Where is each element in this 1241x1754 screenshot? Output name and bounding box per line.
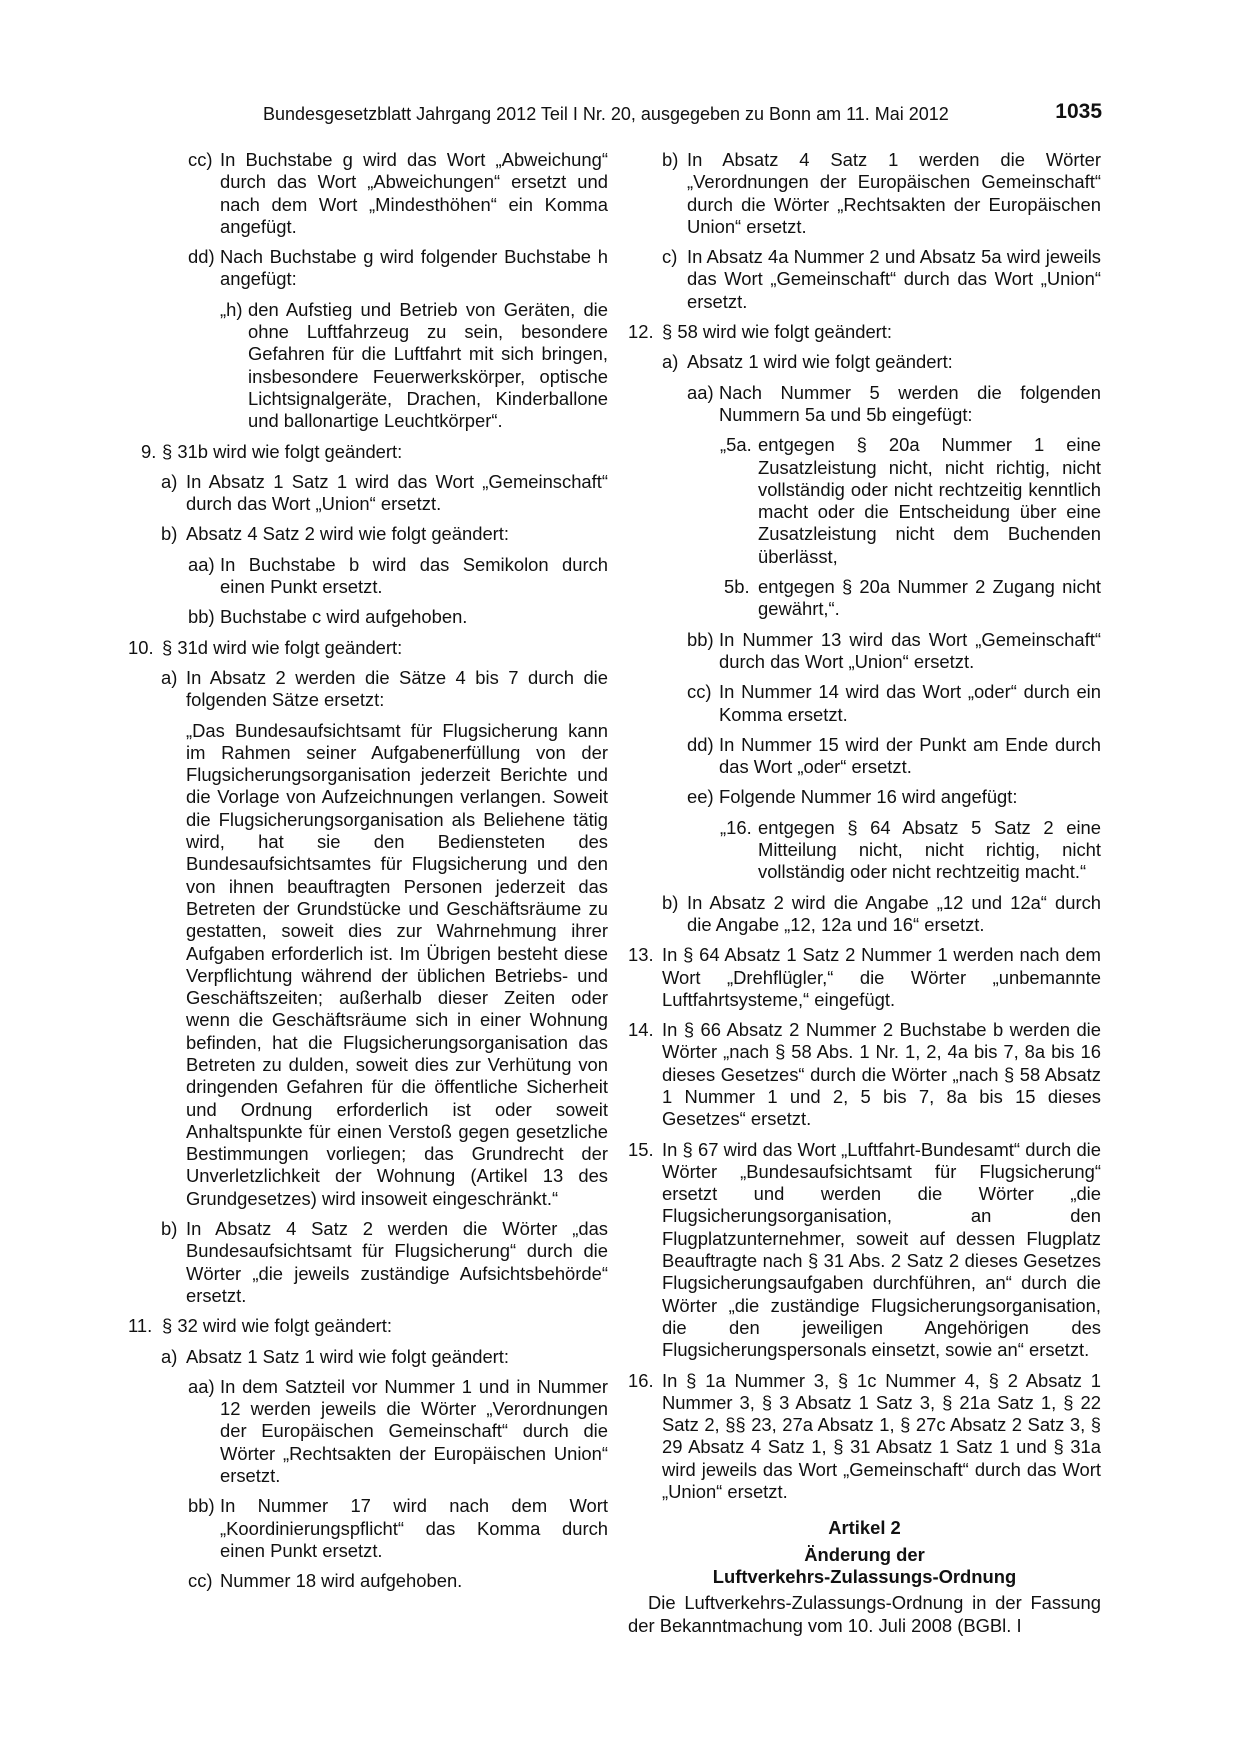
article-title xyxy=(628,1544,1101,1589)
list-item xyxy=(628,734,1101,779)
item-text: In Nummer 17 wird nach dem Wort „Koordinierungspflicht“ das Komma durch einen Punkt ersetzt. xyxy=(220,1495,608,1561)
item-label: 14. xyxy=(628,1019,654,1041)
item-text: § 31d wird wie folgt geändert: xyxy=(162,636,403,658)
item-label: aa) xyxy=(687,381,714,403)
item-text: In Absatz 2 wird die Angabe „12 und 12a“ durch die Angabe „12, 12a und 16“ ersetzt. xyxy=(687,891,1101,935)
list-item xyxy=(628,1139,1101,1362)
item-text: Folgende Nummer 16 wird angefügt: xyxy=(719,786,1018,808)
item-label: bb) xyxy=(188,1495,215,1517)
list-item xyxy=(128,1218,608,1307)
item-text: In Absatz 4a Nummer 2 und Absatz 5a wird jeweils das Wort „Gemeinschaft“ durch das Wort „Union“ ersetzt. xyxy=(687,246,1101,312)
item-label: a) xyxy=(161,666,178,688)
list-item xyxy=(128,1570,608,1592)
list-item xyxy=(128,554,608,599)
item-label: dd) xyxy=(687,733,714,755)
item-label: aa) xyxy=(188,1375,215,1397)
item-label: a) xyxy=(161,1345,178,1367)
item-text: Buchstabe c wird aufgehoben. xyxy=(220,606,468,628)
list-item xyxy=(128,637,608,659)
page-header xyxy=(130,100,1102,130)
quoted-text: „Das Bundesaufsichtsamt für Flugsicherung kann im Rahmen seiner Aufgabenerfüllung von der Flugsicherungsorganisation jederzeit Berichte und die Vorlage von Aufzeichnungen verlangen. Soweit die Flugsicherungsorganisation als Beliehene tätig wird, hat sie den Bediensteten des Bundesaufsichtsamtes für Flugsicherung und den von ihnen beauftragten Personen jederzeit das Betreten der Grundstücke und Geschäftsräume zu gestatten, soweit dies zur Wahrnehmung ihrer Aufgaben erforderlich ist. Im Übrigen besteht diese Verpflichtung während der üblichen Betriebs- und Geschäftszeiten; außerhalb dieser Zeiten oder wenn die Geschäftsräume sich in einer Wohnung befinden, hat die Flugsicherungsorganisation das Betreten zu dulden, soweit dies zur Verhütung von dringenden Gefahren für die öffentliche Sicherheit und Ordnung erforderlich ist oder soweit Anhaltspunkte für einen Verstoß gegen gesetzliche Bestimmungen vorliegen; das Grundrecht der Unverletzlichkeit der Wohnung (Artikel 13 des Grundgesetzes) wird insoweit eingeschränkt.“ xyxy=(186,719,608,1209)
item-text: Absatz 1 Satz 1 wird wie folgt geändert: xyxy=(186,1345,510,1367)
list-item xyxy=(128,1495,608,1562)
article-heading: Artikel 2 xyxy=(828,1517,901,1539)
list-item xyxy=(628,246,1101,313)
list-item xyxy=(628,1370,1101,1504)
item-label: aa) xyxy=(188,553,215,575)
list-item xyxy=(628,944,1101,1011)
item-text: entgegen § 20a Nummer 2 Zugang nicht gewährt,“. xyxy=(758,576,1101,620)
item-text: Absatz 1 wird wie folgt geändert: xyxy=(687,351,953,373)
item-label: b) xyxy=(662,891,679,913)
list-item xyxy=(128,523,608,545)
item-label: 5b. xyxy=(724,576,750,598)
item-text: Nach Nummer 5 werden die folgenden Nummern 5a und 5b eingefügt: xyxy=(719,381,1101,425)
item-text: In Buchstabe g wird das Wort „Abweichung“ durch das Wort „Abweichungen“ ersetzt und nach dem Wort „Mindesthöhen“ ein Komma angefügt. xyxy=(220,149,608,237)
item-text: Absatz 4 Satz 2 wird wie folgt geändert: xyxy=(186,523,510,545)
list-item xyxy=(628,629,1101,674)
item-text: entgegen § 20a Nummer 1 eine Zusatzleistung nicht, nicht richtig, nicht vollständig oder nicht rechtzeitig kenntlich macht oder die Entscheidung über eine Zusatzleistung nicht dem Buchenden überlässt, xyxy=(758,434,1101,567)
list-item xyxy=(628,321,1101,343)
item-text: In dem Satzteil vor Nummer 1 und in Nummer 12 werden jeweils die Wörter „Verordnungen der Europäischen Gemeinschaft“ durch die Wörter „Rechtsakten der Europäischen Union“ ersetzt. xyxy=(220,1375,608,1487)
page-number: 1035 xyxy=(1055,100,1102,123)
item-label: „5a. xyxy=(720,434,752,456)
item-label: dd) xyxy=(188,246,215,268)
list-item xyxy=(128,299,608,433)
item-text: In Absatz 4 Satz 1 werden die Wörter „Verordnungen der Europäischen Gemeinschaft“ durch die Wörter „Rechtsakten der Europäischen Union“ ersetzt. xyxy=(687,149,1101,237)
list-item xyxy=(628,892,1101,937)
list-item xyxy=(628,786,1101,808)
item-label: b) xyxy=(662,149,679,170)
item-label: „h) xyxy=(220,298,243,320)
list-item xyxy=(128,246,608,291)
item-text: In Absatz 2 werden die Sätze 4 bis 7 durch die folgenden Sätze ersetzt: xyxy=(186,666,608,711)
list-item xyxy=(128,1376,608,1487)
item-label: 11. xyxy=(128,1315,153,1337)
item-text: entgegen § 64 Absatz 5 Satz 2 eine Mitteilung nicht, nicht richtig, nicht vollständig oder nicht rechtzeitig macht.“ xyxy=(758,816,1101,883)
item-label: 16. xyxy=(628,1369,654,1391)
article-intro-text: Die Luftverkehrs-Zulassungs-Ordnung in der Fassung der Bekanntmachung vom 10. Juli 2008 (BGBl. I xyxy=(628,1592,1101,1636)
list-item xyxy=(128,667,608,712)
item-text: In § 66 Absatz 2 Nummer 2 Buchstabe b werden die Wörter „nach § 58 Abs. 1 Nr. 1, 2, 4a bis 7, 8a bis 16 dieses Gesetzes“ durch die Wörter „nach § 58 Absatz 1 Nummer 1 und 2, 5 bis 7, 8a bis 15 dieses Gesetzes“ ersetzt. xyxy=(662,1019,1101,1130)
item-text: § 58 wird wie folgt geändert: xyxy=(662,321,893,343)
item-text: In § 64 Absatz 1 Satz 2 Nummer 1 werden nach dem Wort „Drehflügler,“ die Wörter „unbemannte Luftfahrtsysteme,“ eingefügt. xyxy=(662,944,1101,1010)
item-text: § 31b wird wie folgt geändert: xyxy=(162,440,403,462)
article-title-line: Luftverkehrs-Zulassungs-Ordnung xyxy=(712,1565,1017,1587)
list-item xyxy=(128,149,608,238)
list-item xyxy=(628,351,1101,373)
list-item xyxy=(628,681,1101,726)
item-text: Nummer 18 wird aufgehoben. xyxy=(220,1570,463,1592)
item-text: § 32 wird wie folgt geändert: xyxy=(162,1315,393,1337)
item-label: 15. xyxy=(628,1138,654,1160)
item-text: In Absatz 1 Satz 1 wird das Wort „Gemeinschaft“ durch das Wort „Union“ ersetzt. xyxy=(186,470,608,515)
item-label: cc) xyxy=(188,1570,213,1592)
item-label: 12. xyxy=(628,321,654,343)
item-label: cc) xyxy=(687,681,712,703)
item-label: c) xyxy=(662,246,678,268)
list-item xyxy=(628,576,1101,621)
item-text: In § 67 wird das Wort „Luftfahrt-Bundesamt“ durch die Wörter „Bundesaufsichtsamt für Flugsicherung“ ersetzt und werden die Wörter „die Flugsicherungsorganisation, an den Flugplatzunternehmer, soweit auf dessen Flugplatz Beauftragte nach § 31 Abs. 2 Satz 2 dieses Gesetzes Flugsicherungsaufgaben durchführen, an“ durch die Wörter „die zuständige Flugsicherungsorganisation, die den jeweiligen Angehörigen des Flugsicherungspersonals einsetzt, sowie an“ ersetzt. xyxy=(662,1138,1101,1361)
list-item xyxy=(628,382,1101,427)
publication-title: Bundesgesetzblatt Jahrgang 2012 Teil I Nr. 20, ausgegeben zu Bonn am 11. Mai 2012 xyxy=(263,104,949,124)
item-label: a) xyxy=(662,351,679,373)
item-text: In Nummer 15 wird der Punkt am Ende durch das Wort „oder“ ersetzt. xyxy=(719,733,1101,778)
list-item xyxy=(628,434,1101,568)
left-column xyxy=(128,149,608,1601)
item-label: ee) xyxy=(687,786,714,808)
item-label: „16. xyxy=(720,816,752,838)
item-text: In Nummer 14 wird das Wort „oder“ durch ein Komma ersetzt. xyxy=(719,681,1101,725)
list-item xyxy=(128,441,608,463)
item-label: 13. xyxy=(628,944,654,966)
list-item xyxy=(128,1346,608,1368)
list-item xyxy=(128,606,608,628)
list-item xyxy=(128,1315,608,1337)
item-label: bb) xyxy=(687,628,714,650)
article-title-line: Änderung der xyxy=(804,1543,925,1565)
item-label: 9. xyxy=(141,440,157,462)
item-text: In Absatz 4 Satz 2 werden die Wörter „das Bundesaufsichtsamt für Flugsicherung“ durch die Wörter „die jeweils zuständige Aufsichtsbehörde“ ersetzt. xyxy=(186,1218,608,1306)
item-text: Nach Buchstabe g wird folgender Buchstabe h angefügt: xyxy=(220,246,608,290)
item-label: 10. xyxy=(128,636,154,658)
list-item xyxy=(628,149,1101,238)
list-item xyxy=(128,471,608,516)
item-text: In Nummer 13 wird das Wort „Gemeinschaft“ durch das Wort „Union“ ersetzt. xyxy=(719,628,1101,672)
list-item xyxy=(628,1019,1101,1130)
item-label: cc) xyxy=(188,149,213,170)
item-text: In § 1a Nummer 3, § 1c Nummer 4, § 2 Absatz 1 Nummer 3, § 3 Absatz 1 Satz 3, § 21a Satz 1, § 22 Satz 2, §§ 23, 27a Absatz 1, § 27c Absatz 2 Satz 3, § 29 Absatz 4 Satz 1, § 31 Absatz 1 Satz 1 und § 31a wird jeweils das Wort „Gemeinschaft“ durch das Wort „Union“ ersetzt. xyxy=(662,1369,1101,1503)
item-label: a) xyxy=(161,470,178,492)
list-item xyxy=(628,817,1101,884)
item-label: b) xyxy=(161,523,178,545)
item-text: In Buchstabe b wird das Semikolon durch einen Punkt ersetzt. xyxy=(220,553,608,598)
right-column xyxy=(628,149,1101,1637)
item-text: den Aufstieg und Betrieb von Geräten, die ohne Luftfahrzeug zu sein, besondere Gefahren für die Luftfahrt mit sich bringen, insbesondere Feuerwerkskörper, optische Lichtsignalgeräte, Drachen, Kinderballone und ballonartige Leuchtkörper“. xyxy=(248,298,608,432)
item-label: b) xyxy=(161,1218,178,1240)
item-label: bb) xyxy=(188,606,215,628)
